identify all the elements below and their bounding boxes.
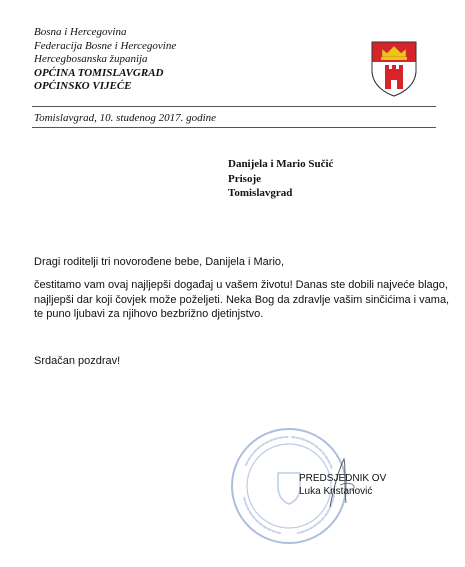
signatory-name: Luka Kristanović xyxy=(299,486,373,497)
letterhead xyxy=(34,26,176,94)
letter-paragraph xyxy=(34,278,449,322)
municipal-coat-of-arms-icon xyxy=(370,40,418,98)
letterhead-municipality: OPĆINA TOMISLAVGRAD xyxy=(34,66,164,79)
recipient-village: Prisoje xyxy=(228,172,261,185)
recipient-name: Danijela i Mario Sučić xyxy=(228,158,334,170)
paragraph-line: te puno ljubavi za njihovo bezbrižno djetinjstvo. xyxy=(34,308,264,320)
letterhead-council: OPĆINSKO VIJEĆE xyxy=(34,80,132,93)
date-line: Tomislavgrad, 10. studenog 2017. godine xyxy=(34,112,217,124)
letterhead-line-federation: Federacija Bosne i Hercegovine xyxy=(34,39,177,52)
header-divider-bottom xyxy=(32,127,436,128)
signature-block xyxy=(299,472,386,498)
letterhead-line-county: Hercegbosanska županija xyxy=(34,53,148,66)
letterhead-line-country: Bosna i Hercegovina xyxy=(34,26,127,38)
letter-greeting: Dragi roditelji tri novorođene bebe, Danijela i Mario, xyxy=(34,256,285,268)
paragraph-line: čestitamo vam ovaj najljepši događaj u vašem životu! Danas ste dobili najveće blago, xyxy=(34,279,448,291)
paragraph-line: najljepši dar koji čovjek može poželjeti. Neka Bog da zdravlje vašim sinčićima i vama, xyxy=(34,293,450,306)
recipient-town: Tomislavgrad xyxy=(228,187,293,199)
signatory-title: PREDSJEDNIK OV xyxy=(299,473,387,484)
letter-closing: Srdačan pozdrav! xyxy=(34,355,121,367)
header-divider-top xyxy=(32,106,436,107)
recipient-address xyxy=(228,157,333,201)
